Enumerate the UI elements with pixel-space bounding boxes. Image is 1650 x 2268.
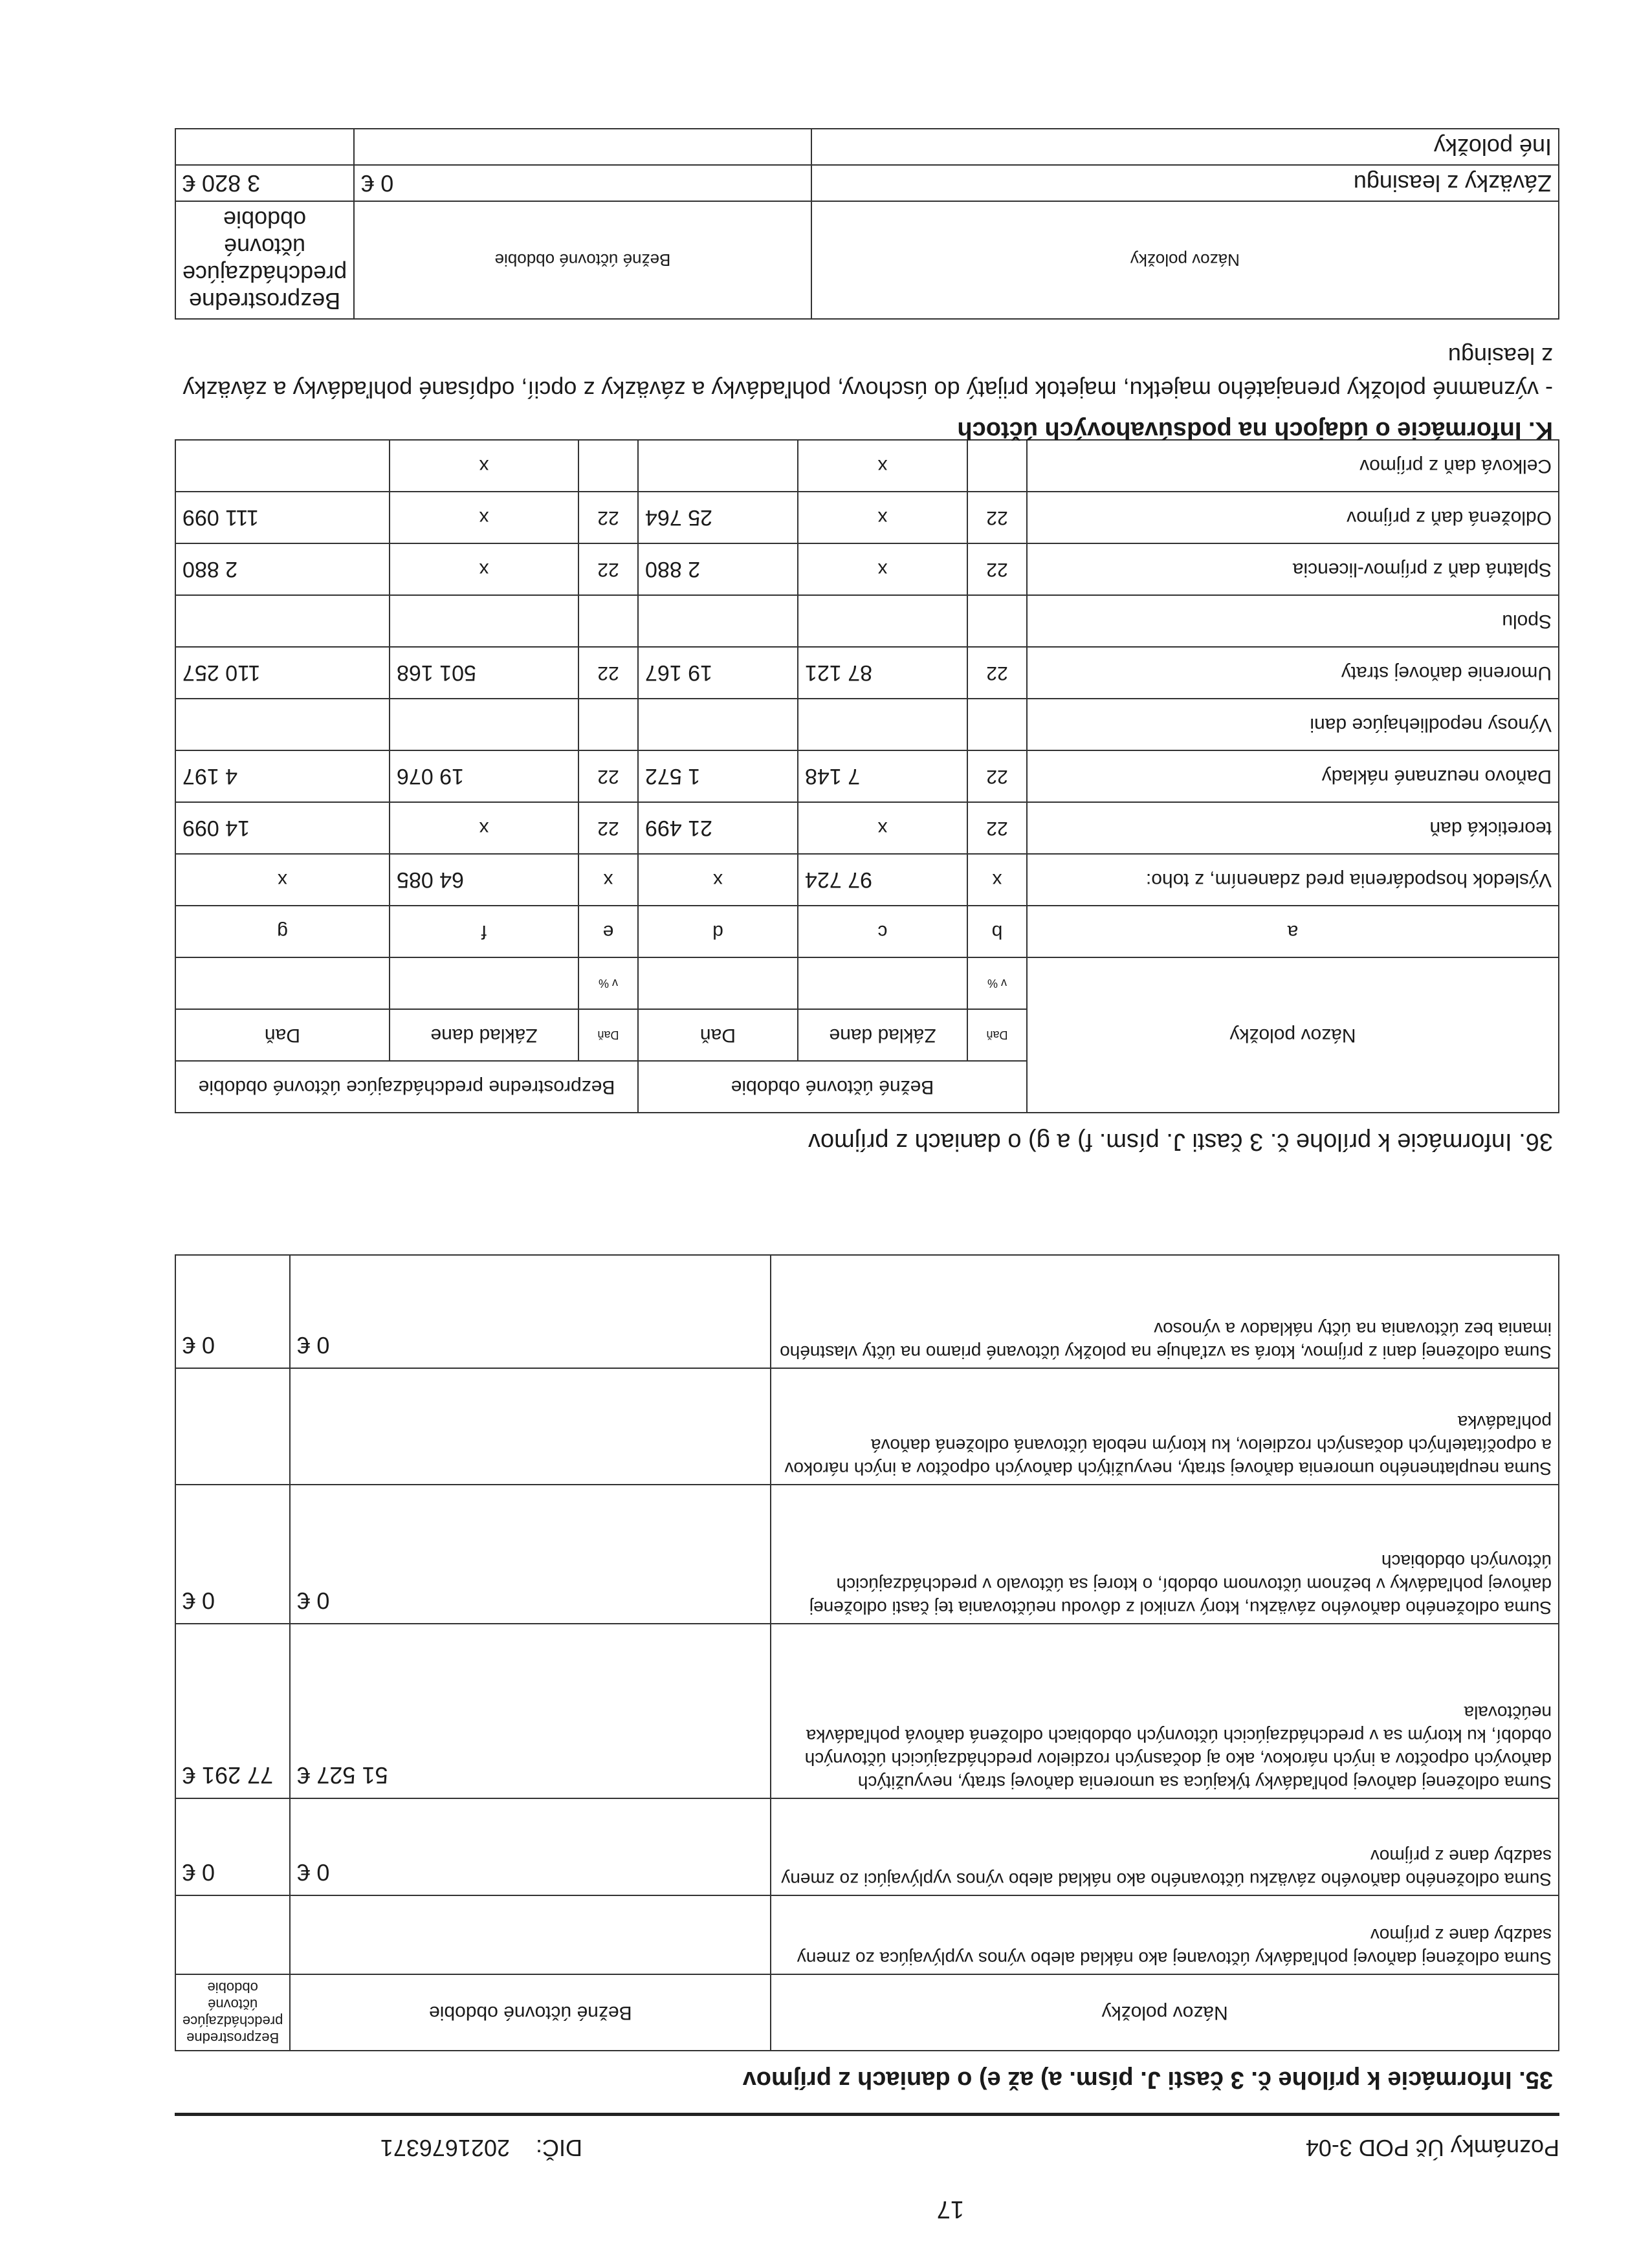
table-row: Suma odloženej daňovej pohľadávky účtovanej ako náklad alebo výnos vyplývajúca zo zmeny sadzby dane z príjmov: [175, 1895, 1559, 1974]
value-cell: [638, 440, 798, 492]
table-row: Suma neuplatneného umorenia daňovej straty, nevyužitých daňových odpočtov a iných nárokov a odpočítateľných dočasných rozdielov, ku ktorým nebola účtovaná odložená daňová pohľadávka: [175, 1368, 1559, 1485]
col-previous: Bezprostredne predchádzajúce účtovné obdobie: [175, 1061, 638, 1113]
rate-cell: x: [967, 854, 1027, 906]
value-cell: 7 148: [798, 750, 967, 802]
rate-cell: 22: [578, 492, 638, 543]
section-35-table: [175, 1254, 1559, 2051]
value-cell: 2 880: [638, 543, 798, 595]
value-cell: x: [175, 854, 390, 906]
row-label: Umorenie daňovej straty: [1027, 647, 1559, 699]
value-cell: x: [390, 802, 578, 854]
page-header: [175, 2113, 1559, 2174]
value-cell: 501 168: [390, 647, 578, 699]
rate-cell: x: [578, 854, 638, 906]
table-row: [175, 854, 1559, 906]
section-35-title: 35. Informácie k prílohe č. 3 časti J. písm. a) až e) o daniach z príjmov: [742, 2066, 1553, 2093]
rate-cell: 22: [578, 647, 638, 699]
value-cell: [390, 699, 578, 750]
row-label: Daňovo neuznané náklady: [1027, 750, 1559, 802]
col-name: Názov položky: [771, 1974, 1559, 2051]
value-cell: [175, 699, 390, 750]
col-previous: Bezprostredne predchádzajúce účtovné obdobie: [175, 201, 354, 319]
value-cell: x: [798, 440, 967, 492]
value-cell: 4 197: [175, 750, 390, 802]
table-row: [175, 595, 1559, 647]
value-cell: x: [798, 802, 967, 854]
table-row: [175, 492, 1559, 543]
value-cell: [798, 699, 967, 750]
row-label: Splatná daň z príjmov-licencia: [1027, 543, 1559, 595]
value-cell: 14 099: [175, 802, 390, 854]
value-cell: x: [390, 492, 578, 543]
rate-cell: 22: [967, 802, 1027, 854]
rate-cell: [578, 440, 638, 492]
letter-row: a b c d e f g: [175, 906, 1559, 957]
col-current: Bežné účtovné obdobie: [354, 201, 811, 319]
row-label: Odložená daň z príjmov: [1027, 492, 1559, 543]
rate-cell: 22: [578, 750, 638, 802]
value-cell: [175, 440, 390, 492]
section-k-table: [175, 128, 1559, 320]
section-k-text: - významné položky prenajatého majetku, majetok prijatý do úschovy, pohľadávky a záväzky z opcií, odpísané pohľadávky a záväzky z leasingu: [182, 343, 1553, 403]
row-label: Výsledok hospodárenia pred zdanením, z toho:: [1027, 854, 1559, 906]
section-k-title: K. Informácie o údajoch na podsúvahových účtoch: [957, 417, 1553, 444]
value-cell: [175, 595, 390, 647]
value-cell: 2 880: [175, 543, 390, 595]
col-current: Bežné účtovné obdobie: [290, 1974, 771, 2051]
section-36-table: Názov položky Bežné účtovné obdobie Bezprostredne predchádzajúce účtovné obdobie Daň Základ dane Daň Daň Základ dane Daň v % v % a b c d e f g Výsledok hospodárenia pred zdanením, z toho: x 97 724 x x 64 085 x teoretická daň 22 x 21 499 22 x 14 099 Daňovo neuznané náklady 22 7 148 1 572 22 19 076 4 197 Výnosy nepodliehajúce dani Umorenie daňovej straty 22 87 121 19 167 22 501 168 110 257 Spolu Splatná daň z príjmov-licencia 22 x 2 880 22 x 2 880 Odložená daň z príjmov 22 x 25 764 22 x 111 099 Celková daň z príjmov x x: [175, 439, 1559, 1113]
row-label: teoretická daň: [1027, 802, 1559, 854]
rate-cell: 22: [578, 802, 638, 854]
value-cell: 87 121: [798, 647, 967, 699]
value-cell: x: [638, 854, 798, 906]
value-cell: x: [798, 492, 967, 543]
col-current: Bežné účtovné obdobie: [638, 1061, 1027, 1113]
table-row: [175, 699, 1559, 750]
value-cell: x: [798, 543, 967, 595]
page-number: 17: [936, 2196, 964, 2223]
table-row: [175, 440, 1559, 492]
row-label: Výnosy nepodliehajúce dani: [1027, 699, 1559, 750]
value-cell: 19 076: [390, 750, 578, 802]
rate-cell: [967, 440, 1027, 492]
value-cell: x: [390, 543, 578, 595]
value-cell: [638, 699, 798, 750]
value-cell: 97 724: [798, 854, 967, 906]
document-title: Poznámky Úč POD 3-04: [1305, 2135, 1559, 2161]
table-row: Suma odloženej daňovej pohľadávky týkajúca sa umorenia daňovej straty, nevyužitých daňových odpočtov a iných nárokov, ako aj dočasných rozdielov predchádzajúcich účtovných období, ku ktorým sa v predchádzajúcich účtovných obdobiach odložená daňová pohľadávka neúčtovala 51 527 € 77 291 €: [175, 1624, 1559, 1798]
value-cell: 19 167: [638, 647, 798, 699]
row-label: Celková daň z príjmov: [1027, 440, 1559, 492]
table-row: [175, 802, 1559, 854]
col-previous: Bezprostredne predchádzajúce účtovné obdobie: [175, 1974, 290, 2051]
rate-cell: 22: [967, 543, 1027, 595]
value-cell: x: [390, 440, 578, 492]
table-row: Suma odloženého daňového záväzku, ktorý vznikol z dôvodu neúčtovania tej časti odloženej daňovej pohľadávky v bežnom účtovnom období, o ktorej sa účtovalo v predchádzajúcich účtovných obdobiach 0 € 0 €: [175, 1485, 1559, 1624]
col-name: Názov položky: [811, 201, 1559, 319]
rate-cell: 22: [967, 750, 1027, 802]
rate-cell: [578, 595, 638, 647]
table-row: Suma odloženého daňového záväzku účtovaného ako náklad alebo výnos vyplývajúci zo zmeny sadzby dane z príjmov 0 € 0 €: [175, 1798, 1559, 1895]
value-cell: 21 499: [638, 802, 798, 854]
value-cell: [638, 595, 798, 647]
table-row: [175, 543, 1559, 595]
table-row: Záväzky z leasingu 0 € 3 820 €: [175, 165, 1559, 201]
row-label: Spolu: [1027, 595, 1559, 647]
rate-cell: 22: [578, 543, 638, 595]
value-cell: 110 257: [175, 647, 390, 699]
table-row: [175, 647, 1559, 699]
section-36-title: 36. Informácie k prílohe č. 3 časti J. písm. f) a g) o daniach z príjmov: [808, 1128, 1553, 1155]
value-cell: 25 764: [638, 492, 798, 543]
rate-cell: 22: [967, 647, 1027, 699]
value-cell: 111 099: [175, 492, 390, 543]
col-name: Názov položky: [1027, 957, 1559, 1113]
rate-cell: [967, 699, 1027, 750]
table-row: [175, 750, 1559, 802]
table-row: Iné položky: [175, 129, 1559, 165]
rate-cell: 22: [967, 492, 1027, 543]
rate-cell: [967, 595, 1027, 647]
value-cell: 1 572: [638, 750, 798, 802]
value-cell: 64 085: [390, 854, 578, 906]
value-cell: [798, 595, 967, 647]
value-cell: [390, 595, 578, 647]
dic-number: DIČ: 2021676371: [380, 2135, 582, 2161]
rate-cell: [578, 699, 638, 750]
table-row: Suma odloženej dani z príjmov, ktorá sa vzťahuje na položky účtované priamo na účty vlastného imania bez účtovania na účty nákladov a výnosov 0 € 0 €: [175, 1255, 1559, 1368]
